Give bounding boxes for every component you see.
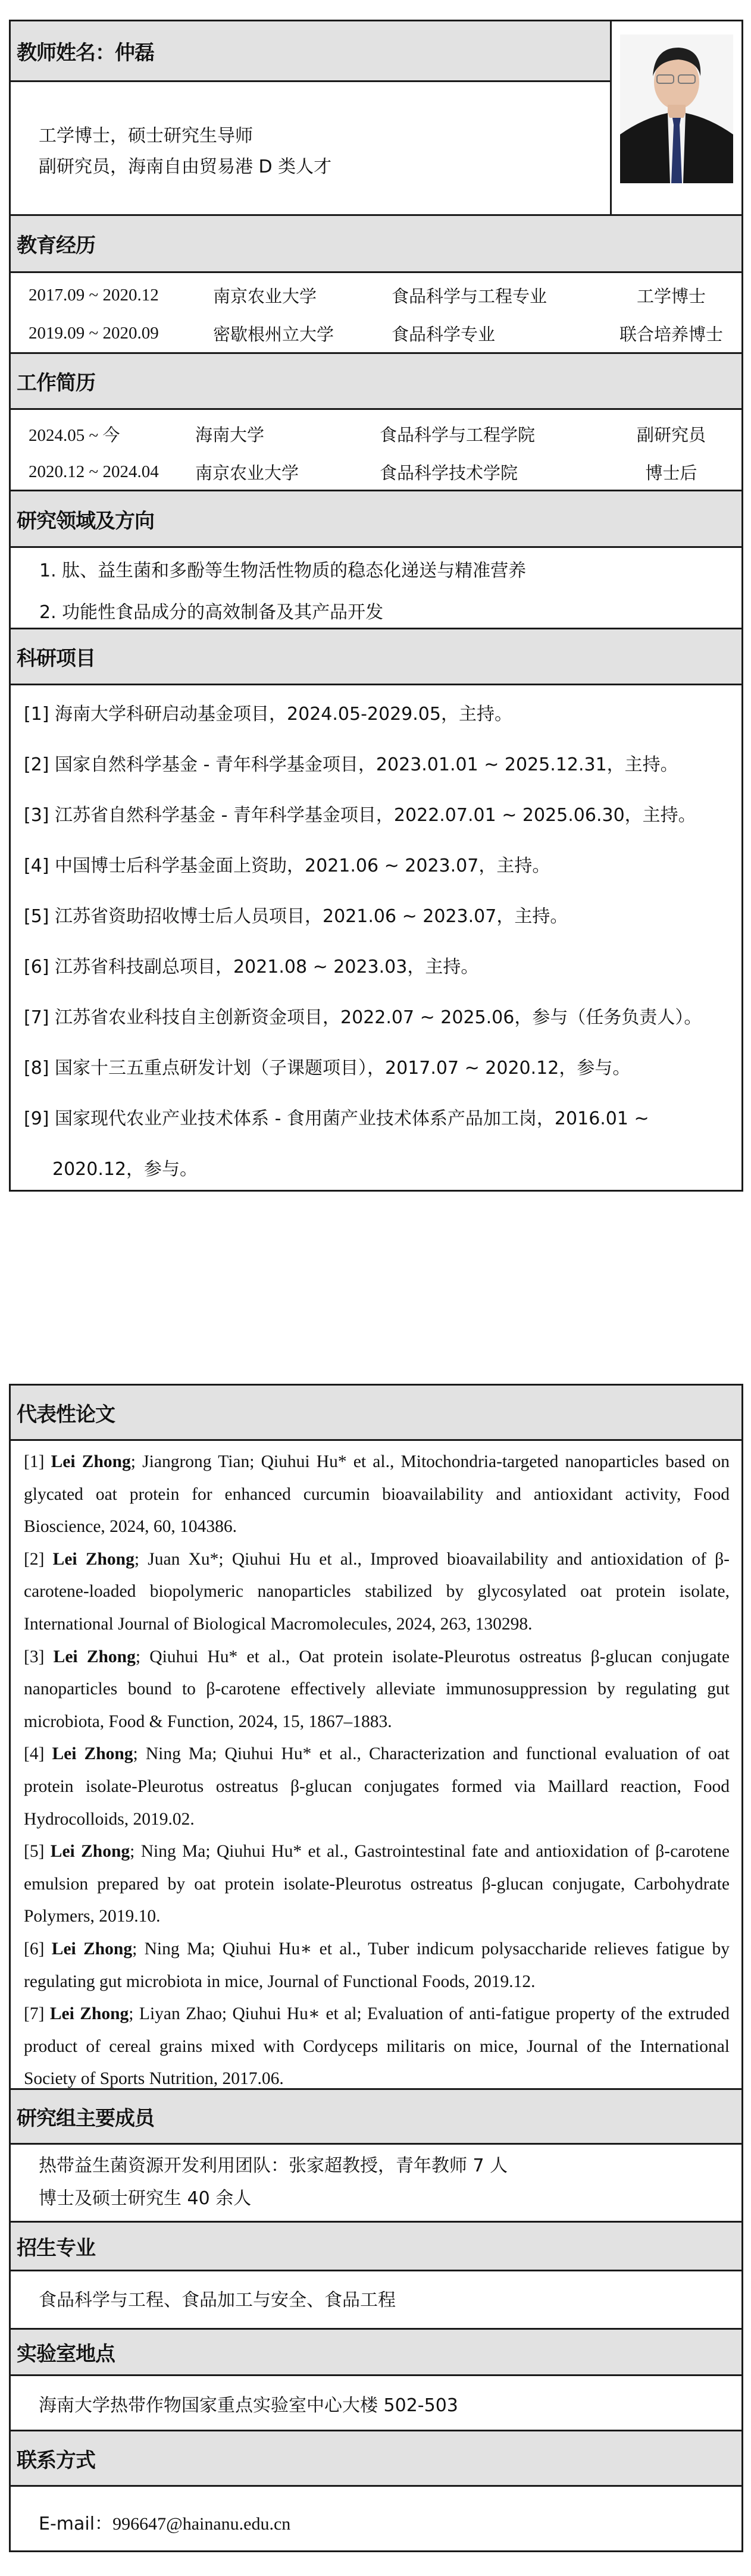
education-row bbox=[11, 314, 741, 352]
photo-cell bbox=[612, 21, 741, 214]
paper-author: Lei Zhong bbox=[52, 1549, 134, 1569]
paper-citation: ; Ning Ma; Qiuhui Hu* et al., Characterization and functional evaluation of oat protein isolate-Pleurotus ostreatus β-glucan conjugates formed via Maillard reaction, Food Hydrocolloids, 2019.02. bbox=[24, 1744, 730, 1829]
paper-author: Lei Zhong bbox=[51, 1452, 131, 1471]
project-item: [8] 国家十三五重点研发计划（子课题项目），2017.07 ~ 2020.12，参与。 bbox=[24, 1058, 631, 1079]
paper-index: [6] bbox=[24, 1939, 52, 1958]
recruit-majors: 食品科学与工程、食品加工与安全、食品工程 bbox=[39, 2290, 396, 2311]
lab-title: 实验室地点 bbox=[17, 2342, 115, 2366]
lab-location: 海南大学热带作物国家重点实验室中心大楼 502-503 bbox=[39, 2395, 458, 2416]
members-title: 研究组主要成员 bbox=[17, 2107, 154, 2130]
project-item: [9] 国家现代农业产业技术体系 - 食用菌产业技术体系产品加工岗，2016.01 ~ bbox=[24, 1108, 649, 1129]
research-item: 1. 肽、益生菌和多酚等生物活性物质的稳态化递送与精准营养 bbox=[39, 560, 527, 581]
projects-body bbox=[11, 685, 741, 1195]
paper-citation: ; Qiuhui Hu* et al., Oat protein isolate-Pleurotus ostreatus β-glucan conjugate nanoparticles bound to β-carotene effectively alleviate immunosuppression by regulating gut microbiota, Food & Function, 2024, 15, 1867–1883. bbox=[24, 1647, 730, 1731]
project-item: [5] 江苏省资助招收博士后人员项目，2021.06 ~ 2023.07，主持。 bbox=[24, 906, 568, 927]
project-item: [4] 中国博士后科学基金面上资助，2021.06 ~ 2023.07，主持。 bbox=[24, 855, 550, 876]
recruit-body bbox=[11, 2271, 741, 2330]
paper-index: [3] bbox=[24, 1647, 54, 1666]
profile-top bbox=[11, 21, 741, 216]
paper-index: [2] bbox=[24, 1549, 53, 1569]
education-institution: 南京农业大学 bbox=[213, 286, 317, 306]
work-department: 食品科学技术学院 bbox=[380, 462, 518, 483]
members-body bbox=[11, 2145, 741, 2223]
papers-title: 代表性论文 bbox=[17, 1402, 115, 1427]
lab-body bbox=[11, 2376, 741, 2431]
papers-body bbox=[11, 1441, 741, 2090]
work-position: 博士后 bbox=[645, 462, 697, 483]
education-major: 食品科学专业 bbox=[392, 324, 496, 344]
work-position: 副研究员 bbox=[636, 424, 706, 445]
paper-item bbox=[24, 1933, 730, 1998]
paper-citation: ; Liyan Zhao; Qiuhui Hu∗ et al; Evaluation of anti-fatigue property of the extruded product of cereal grains mixed with Cordyceps militaris on mice, Journal of the International Society of Sports Nutrition, 2017.06. bbox=[24, 2004, 730, 2089]
paper-author: Lei Zhong bbox=[49, 2004, 129, 2024]
paper-citation: ; Ning Ma; Qiuhui Hu* et al., Gastrointestinal fate and antioxidation of β-carotene emulsion prepared by oat protein isolate-Pleurotus ostreatus β-glucan conjugate, Carbohydrate Polymers, 2019.10. bbox=[24, 1842, 730, 1926]
paper-author: Lei Zhong bbox=[50, 1842, 130, 1862]
paper-citation: ; Jiangrong Tian; Qiuhui Hu* et al., Mitochondria-targeted nanoparticles based on glycated oat protein for enhanced curcumin bioavailability and antioxidant activity, Food Bioscience, 2024, 60, 104386. bbox=[24, 1452, 730, 1537]
research-item: 2. 功能性食品成分的高效制备及其产品开发 bbox=[39, 602, 384, 623]
email-label: E-mail： bbox=[39, 2514, 113, 2534]
contact-title: 联系方式 bbox=[17, 2448, 95, 2472]
paper-citation: ; Juan Xu*; Qiuhui Hu et al., Improved bioavailability and antioxidation of β-carotene-loaded biopolymeric nanoparticles stabilized by glycosylated oat protein isolate, International Journal of Biological Macromolecules, 2024, 263, 130298. bbox=[24, 1549, 730, 1634]
profile-table bbox=[9, 20, 743, 1192]
project-item-continuation: 2020.12，参与。 bbox=[52, 1159, 198, 1180]
paper-item bbox=[24, 1641, 730, 1738]
paper-index: [4] bbox=[24, 1744, 52, 1764]
research-title: 研究领域及方向 bbox=[17, 509, 154, 533]
intro-line: 副研究员，海南自由贸易港 D 类人才 bbox=[39, 156, 332, 177]
education-title: 教育经历 bbox=[17, 234, 95, 258]
recruit-title: 招生专业 bbox=[17, 2236, 95, 2260]
paper-item bbox=[24, 1835, 730, 1933]
projects-header bbox=[11, 629, 741, 685]
contact-header bbox=[11, 2431, 741, 2487]
paper-author: Lei Zhong bbox=[51, 1939, 133, 1958]
education-institution: 密歇根州立大学 bbox=[213, 324, 334, 344]
intro-line: 工学博士，硕士研究生导师 bbox=[39, 126, 253, 146]
education-row bbox=[11, 276, 741, 314]
teacher-photo bbox=[620, 35, 733, 183]
education-period: 2019.09 ~ 2020.09 bbox=[29, 323, 159, 343]
education-header bbox=[11, 216, 741, 273]
paper-citation: ; Ning Ma; Qiuhui Hu∗ et al., Tuber indicum polysaccharide relieves fatigue by regulating gut microbiota in mice, Journal of Functional Foods, 2019.12. bbox=[24, 1939, 730, 1991]
name-header bbox=[11, 21, 610, 82]
education-period: 2017.09 ~ 2020.12 bbox=[29, 285, 159, 305]
project-item: [3] 江苏省自然科学基金 - 青年科学基金项目，2022.07.01 ~ 2025.06.30，主持。 bbox=[24, 805, 696, 826]
work-header bbox=[11, 354, 741, 410]
members-line: 热带益生菌资源开发利用团队：张家超教授，青年教师 7 人 bbox=[39, 2155, 508, 2176]
work-row bbox=[11, 415, 741, 453]
work-title: 工作简历 bbox=[17, 371, 95, 395]
email-link[interactable]: 996647@hainanu.edu.cn bbox=[112, 2514, 291, 2534]
work-department: 食品科学与工程学院 bbox=[380, 424, 536, 445]
contact-body bbox=[11, 2487, 741, 2551]
paper-index: [7] bbox=[24, 2004, 50, 2024]
profile-info bbox=[11, 21, 612, 214]
paper-index: [1] bbox=[24, 1452, 51, 1471]
recruit-header bbox=[11, 2223, 741, 2271]
portrait-icon bbox=[620, 35, 733, 183]
work-period: 2024.05 ~ 今 bbox=[29, 425, 120, 445]
papers-table bbox=[9, 1384, 743, 2552]
research-header bbox=[11, 491, 741, 548]
paper-item bbox=[24, 1738, 730, 1835]
work-period: 2020.12 ~ 2024.04 bbox=[29, 462, 159, 481]
project-item: [1] 海南大学科研启动基金项目，2024.05-2029.05，主持。 bbox=[24, 704, 512, 725]
paper-author: Lei Zhong bbox=[53, 1647, 136, 1666]
paper-item bbox=[24, 1998, 730, 2095]
intro bbox=[11, 82, 610, 214]
paper-index: [5] bbox=[24, 1842, 51, 1862]
members-header bbox=[11, 2090, 741, 2145]
teacher-name: 教师姓名：仲磊 bbox=[17, 41, 154, 65]
project-item: [2] 国家自然科学基金 - 青年科学基金项目，2023.01.01 ~ 2025.12.31，主持。 bbox=[24, 754, 678, 775]
work-institution: 南京农业大学 bbox=[195, 462, 299, 483]
education-degree: 联合培养博士 bbox=[619, 324, 723, 344]
work-row bbox=[11, 453, 741, 491]
work-body bbox=[11, 410, 741, 491]
paper-item bbox=[24, 1446, 730, 1543]
papers-header bbox=[11, 1386, 741, 1441]
education-major: 食品科学与工程专业 bbox=[392, 286, 547, 306]
education-degree: 工学博士 bbox=[636, 286, 706, 306]
projects-title: 科研项目 bbox=[17, 647, 95, 670]
research-body bbox=[11, 548, 741, 629]
paper-author: Lei Zhong bbox=[52, 1744, 133, 1764]
project-item: [7] 江苏省农业科技自主创新资金项目，2022.07 ~ 2025.06，参与（任务负责人）。 bbox=[24, 1007, 702, 1028]
lab-header bbox=[11, 2330, 741, 2376]
education-body bbox=[11, 273, 741, 354]
paper-item bbox=[24, 1543, 730, 1641]
members-line: 博士及硕士研究生 40 余人 bbox=[39, 2188, 252, 2209]
work-institution: 海南大学 bbox=[195, 424, 265, 445]
project-item: [6] 江苏省科技副总项目，2021.08 ~ 2023.03，主持。 bbox=[24, 957, 479, 977]
